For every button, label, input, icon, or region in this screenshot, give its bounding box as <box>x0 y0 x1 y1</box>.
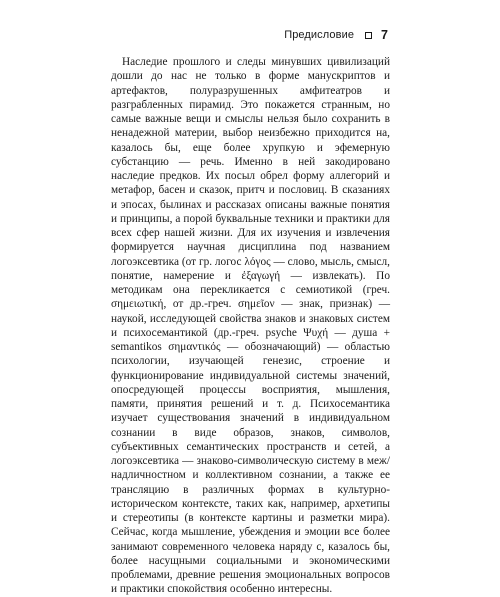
body-paragraph: Наследие прошлого и следы минувших цивилизаций дошли до нас не только в форме манускриптов и артефактов, полуразрушенных амфитеатров и разграбленных пирамид. Это покажется странным, но самые важные вещи и смыслы нельзя было сохранить в ненадежной материи, выбор неизбежно приходится на, казалось бы, еще более хрупкую и эфемерную субстанцию — речь. Именно в ней закодировано наследие предков. Их посыл обрел форму аллегорий и метафор, басен и сказок, притч и пословиц. В сказаниях и эпосах, былинах и рассказах описаны важные понятия и принципы, а порой буквальные техники и практики для всех сфер нашей жизни. Для их изучения и извлечения формируется научная дисциплина под названием логоэксевтика (от гр. логос λόγος — слово, мысль, смысл, понятие, намерение и ἐξαγωγή — извлекать). По методикам она перекликается с семиотикой (греч. σημειωτική, от др.-греч. σημεῖον — знак, признак) — наукой, исследующей свойства знаков и знаковых систем и психосемантикой (др.-греч. psyche Ψυχή — душа + semantikos σημαντικός — обозначающий) — областью психологии, изучающей генезис, строение и функционирование индивидуальной системы значений, опосредующей процессы восприятия, мышления, памяти, принятия решений и т. д. Психосемантика изучает существования значений в индивидуальном сознании в виде образов, знаков, символов, субъективных семантических пространств и сетей, а логоэксевтика — знаково-символическую систему в меж/надличностном и коллективном сознании, а также ее трансляцию в различных формах в культурно-историческом контексте, таких как, например, архетипы и стереотипы (в контексте картины и разметки мира). Сейчас, когда мышление, убеждения и эмоции все более занимают современного человека наряду с, казалось бы, более насущными социальными и экономическими проблемами, древние решения эмоциональных вопросов и практики спокойствия особенно интересны. <box>111 56 390 596</box>
running-header <box>284 28 388 42</box>
square-bullet-icon <box>365 32 372 39</box>
section-title: Предисловие <box>284 29 355 41</box>
page-number: 7 <box>381 28 388 42</box>
